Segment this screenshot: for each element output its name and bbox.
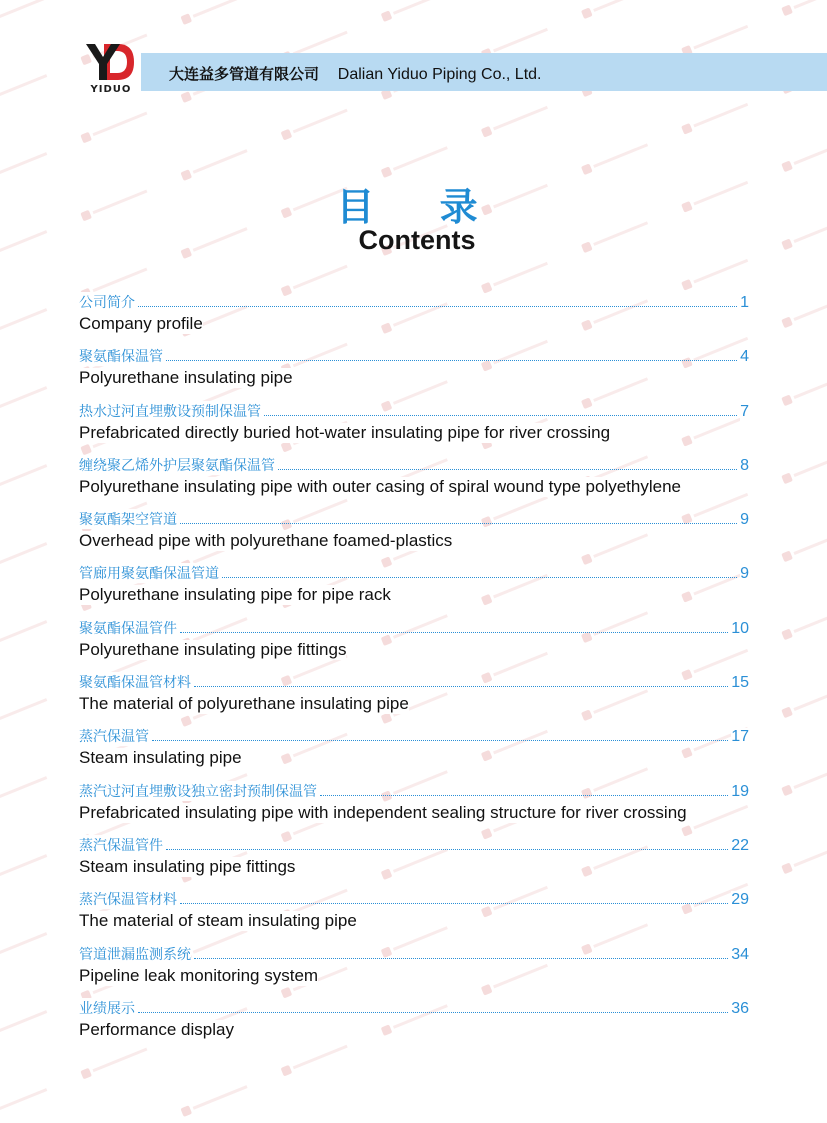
yiduo-watermark-icon bbox=[0, 539, 49, 574]
toc-dot-leader bbox=[166, 348, 737, 361]
yiduo-watermark-icon bbox=[180, 1082, 249, 1117]
yiduo-watermark-icon bbox=[781, 606, 827, 641]
toc-line bbox=[79, 618, 749, 638]
toc-line bbox=[79, 726, 749, 746]
yiduo-watermark-icon bbox=[0, 461, 49, 496]
toc-entry[interactable] bbox=[79, 942, 749, 996]
toc-title-en: The material of polyurethane insulating pipe bbox=[79, 694, 409, 714]
toc-line bbox=[79, 455, 749, 475]
toc-title-en: Polyurethane insulating pipe bbox=[79, 368, 293, 388]
toc-page-number: 7 bbox=[740, 402, 749, 420]
yiduo-watermark-icon bbox=[80, 1045, 149, 1080]
toc-page-number: 4 bbox=[740, 348, 749, 366]
toc-line bbox=[79, 998, 749, 1018]
toc-dot-leader bbox=[152, 728, 728, 741]
toc-page-number: 22 bbox=[731, 836, 749, 854]
company-name bbox=[169, 63, 541, 84]
toc-dot-leader bbox=[264, 403, 737, 416]
yiduo-watermark-icon bbox=[0, 0, 49, 29]
yiduo-watermark-icon bbox=[0, 1085, 49, 1120]
toc-title-en: Company profile bbox=[79, 314, 203, 333]
yiduo-watermark-icon bbox=[381, 143, 450, 178]
toc-page-number: 8 bbox=[740, 456, 749, 474]
toc-entry[interactable] bbox=[79, 507, 749, 561]
toc-page-number: 17 bbox=[731, 728, 749, 746]
toc-title-en: Polyurethane insulating pipe fittings bbox=[79, 639, 347, 659]
toc-dot-leader bbox=[180, 891, 728, 904]
toc-entry[interactable] bbox=[79, 724, 749, 778]
toc-title-en: The material of steam insulating pipe bbox=[79, 911, 357, 931]
toc-dot-leader bbox=[194, 946, 728, 959]
toc-line bbox=[79, 944, 749, 964]
toc-title-en: Pipeline leak monitoring system bbox=[79, 965, 319, 985]
toc-title-cn: 蒸汽保温管件 bbox=[79, 835, 163, 855]
toc-entry[interactable] bbox=[79, 887, 749, 941]
toc-title-cn: 热水过河直埋敷设预制保温管 bbox=[79, 401, 261, 421]
toc-title-cn: 聚氨酯架空管道 bbox=[79, 509, 177, 529]
toc-title-cn: 缠绕聚乙烯外护层聚氨酯保温管 bbox=[79, 455, 275, 475]
yiduo-watermark-icon bbox=[681, 256, 750, 291]
yiduo-watermark-icon bbox=[0, 71, 49, 106]
toc-page-number: 29 bbox=[731, 891, 749, 909]
toc-page-number: 15 bbox=[731, 674, 749, 692]
yiduo-watermark-icon bbox=[0, 383, 49, 418]
toc-entry[interactable] bbox=[79, 779, 749, 833]
company-name-en: Dalian Yiduo Piping Co., Ltd. bbox=[337, 66, 542, 83]
toc-title-cn: 聚氨酯保温管 bbox=[79, 346, 163, 366]
toc-dot-leader bbox=[320, 783, 728, 796]
toc-line bbox=[79, 781, 749, 801]
toc-title-en: Steam insulating pipe bbox=[79, 748, 242, 768]
yiduo-watermark-icon bbox=[781, 372, 827, 407]
toc-title-cn: 管道泄漏监测系统 bbox=[79, 944, 191, 964]
toc-title-cn: 业绩展示 bbox=[79, 998, 135, 1018]
yiduo-watermark-icon bbox=[180, 0, 249, 26]
yiduo-watermark-icon bbox=[781, 684, 827, 719]
yiduo-watermark-icon bbox=[481, 103, 550, 138]
page-title-cn: 目 录 bbox=[336, 185, 504, 229]
toc-line bbox=[79, 672, 749, 692]
toc-page-number: 34 bbox=[731, 945, 749, 963]
toc-title-en: Prefabricated insulating pipe with independent sealing structure for river crossing bbox=[79, 802, 687, 822]
page-title-en: Contents bbox=[358, 225, 476, 255]
yiduo-watermark-icon bbox=[781, 450, 827, 485]
toc-title-cn: 蒸汽保温管 bbox=[79, 726, 149, 746]
toc-dot-leader bbox=[180, 511, 737, 524]
toc-page-number: 36 bbox=[731, 999, 749, 1017]
toc-page-number: 10 bbox=[731, 619, 749, 637]
yiduo-watermark-icon bbox=[781, 0, 827, 17]
yiduo-watermark-icon bbox=[0, 851, 49, 886]
yiduo-watermark-icon bbox=[0, 695, 49, 730]
toc-entry[interactable] bbox=[79, 670, 749, 724]
toc-dot-leader bbox=[180, 620, 728, 633]
toc-title-cn: 蒸汽保温管材料 bbox=[79, 889, 177, 909]
logo-wordmark: YIDUO bbox=[90, 84, 132, 95]
toc-line bbox=[79, 509, 749, 529]
toc-title-en: Polyurethane insulating pipe with outer casing of spiral wound type polyethylene bbox=[79, 476, 681, 496]
yiduo-watermark-icon bbox=[781, 762, 827, 797]
toc-title-en: Steam insulating pipe fittings bbox=[79, 856, 296, 876]
toc-entry[interactable] bbox=[79, 453, 749, 507]
toc-line bbox=[79, 401, 749, 421]
toc-title-cn: 公司简介 bbox=[79, 292, 135, 312]
yiduo-watermark-icon bbox=[581, 0, 650, 20]
yiduo-watermark-icon bbox=[781, 840, 827, 875]
yiduo-watermark-icon bbox=[781, 528, 827, 563]
toc-entry[interactable] bbox=[79, 833, 749, 887]
toc-page-number: 19 bbox=[731, 782, 749, 800]
toc-entry[interactable] bbox=[79, 616, 749, 670]
toc-page-number: 9 bbox=[740, 511, 749, 529]
toc-title-cn: 聚氨酯保温管件 bbox=[79, 618, 177, 638]
yiduo-watermark-icon bbox=[781, 138, 827, 173]
toc-title-cn: 蒸汽过河直埋敷设独立密封预制保温管 bbox=[79, 781, 317, 801]
yiduo-watermark-icon bbox=[0, 305, 49, 340]
toc-entry[interactable] bbox=[79, 290, 749, 344]
toc-entry[interactable] bbox=[79, 561, 749, 615]
yiduo-watermark-icon bbox=[681, 100, 750, 135]
toc-line bbox=[79, 835, 749, 855]
toc-entry[interactable] bbox=[79, 996, 749, 1050]
yiduo-watermark-icon bbox=[0, 929, 49, 964]
yiduo-watermark-icon bbox=[281, 106, 350, 141]
toc-line bbox=[79, 563, 749, 583]
toc-title-en: Polyurethane insulating pipe for pipe rack bbox=[79, 585, 391, 605]
toc-line bbox=[79, 889, 749, 909]
yiduo-watermark-icon bbox=[381, 0, 450, 23]
yiduo-watermark-icon bbox=[781, 294, 827, 329]
toc-page-number: 1 bbox=[740, 294, 749, 311]
toc-entry[interactable] bbox=[79, 399, 749, 453]
toc-page-number: 9 bbox=[740, 565, 749, 583]
toc-dot-leader bbox=[194, 674, 728, 687]
toc-title-en: Performance display bbox=[79, 1019, 234, 1039]
toc-dot-leader bbox=[278, 457, 737, 470]
table-of-contents bbox=[79, 290, 749, 1050]
toc-title-cn: 管廊用聚氨酯保温管道 bbox=[79, 563, 219, 583]
toc-line bbox=[79, 292, 749, 312]
yiduo-watermark-icon bbox=[0, 617, 49, 652]
company-name-cn: 大连益多管道有限公司 bbox=[169, 65, 320, 83]
toc-dot-leader bbox=[138, 294, 737, 307]
yiduo-watermark-icon bbox=[0, 773, 49, 808]
toc-line bbox=[79, 346, 749, 366]
toc-dot-leader bbox=[222, 565, 737, 578]
toc-entry[interactable] bbox=[79, 344, 749, 398]
yiduo-watermark-icon bbox=[581, 141, 650, 176]
toc-title-en: Overhead pipe with polyurethane foamed-plastics bbox=[79, 531, 453, 551]
toc-dot-leader bbox=[138, 1000, 728, 1013]
yiduo-watermark-icon bbox=[0, 1007, 49, 1042]
toc-dot-leader bbox=[166, 837, 728, 850]
toc-title-cn: 聚氨酯保温管材料 bbox=[79, 672, 191, 692]
toc-title-en: Prefabricated directly buried hot-water insulating pipe for river crossing bbox=[79, 422, 611, 442]
yiduo-watermark-icon bbox=[80, 109, 149, 144]
